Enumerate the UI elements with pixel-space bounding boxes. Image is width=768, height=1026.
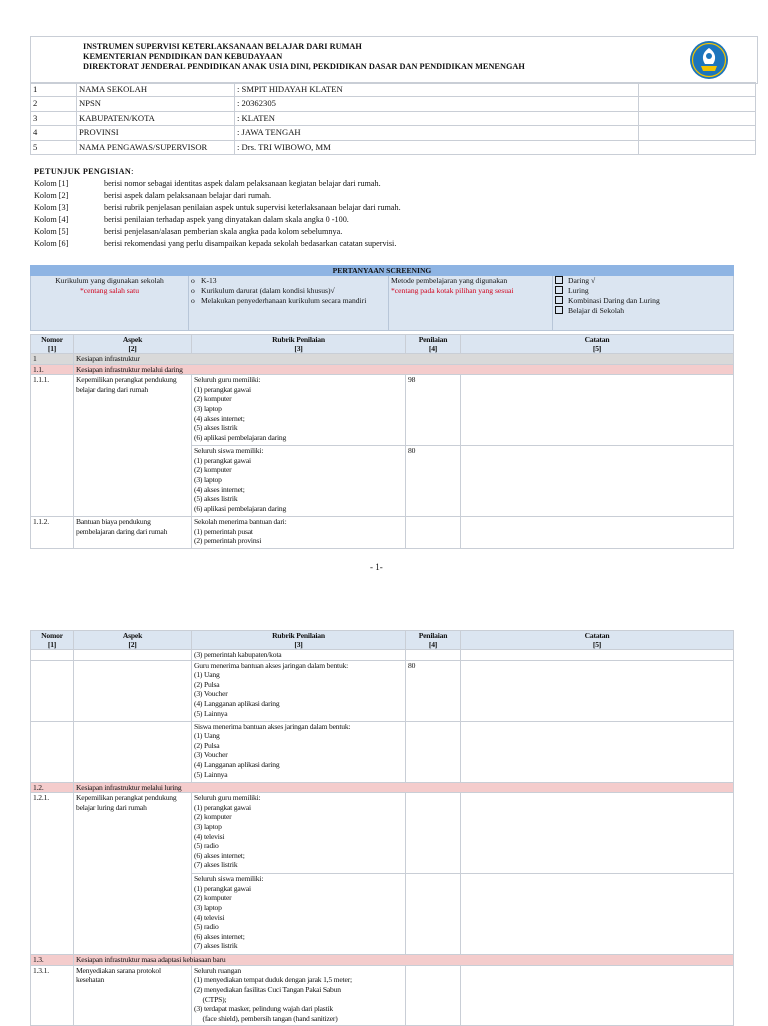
rubric-line: Siswa menerima bantuan akses jaringan dalam bentuk: [194,721,351,731]
rubric-line: (6) aplikasi pembelajaran daring [194,503,287,513]
score-cell[interactable] [406,874,461,955]
identity-no: 1 [31,83,77,97]
rubric-line: (3) laptop [194,403,222,413]
identity-value: : JAWA TENGAH [235,126,639,140]
table-row [31,650,734,661]
identity-value: : 20362305 [235,97,639,111]
identity-value: : Drs. TRI WIBOWO, MM [235,140,639,154]
instruction-row: Kolom [5] berisi penjelasan/alasan pemberian skala angka pada kolom sebelumnya. [34,227,343,236]
rubric-line: (6) akses internet; [194,931,245,941]
column-header-row: Nomor [1] Aspek [2] Rubrik Penilaian [3] Penilaian [4] Catatan [5] [31,335,734,354]
column-header-row: Nomor [1] Aspek [2] Rubrik Penilaian [3] Penilaian [4] Catatan [5] [31,631,734,650]
notes-cell[interactable] [461,965,734,1025]
checkbox-icon [555,276,563,284]
rubric-line: (3) Voucher [194,750,228,760]
kurikulum-question: Kurikulum yang digunakan sekolah *centang salah satu [31,276,189,331]
rubric-line: (2) Pulsa [194,679,220,689]
rubric-line: (3) terdapat masker, pelindung wajah dari plastik [194,1004,333,1014]
rubric-cell [192,660,406,721]
supervision-table-page2 [30,630,734,1026]
checkbox-icon [555,286,563,294]
instruction-row: Kolom [3] berisi rubrik penjelasan penilaian aspek untuk supervisi keterlaksanaan belajar dari rumah. [34,203,401,212]
rubric-cell [192,965,406,1025]
notes-cell[interactable] [461,721,734,782]
rubric-line: Seluruh guru memiliki: [194,793,261,803]
identity-row [31,97,756,111]
score-cell[interactable] [406,793,461,874]
score-cell[interactable] [406,965,461,1025]
rubric-line: (2) menyediakan fasilitas Cuci Tangan Pakai Sabun [194,984,341,994]
rubric-line: (3) laptop [194,902,222,912]
rubric-line: (2) komputer [194,812,232,822]
rubric-cell [192,793,406,874]
rubric-line: (face shield), pembersih tangan (hand sanitizer) [194,1013,338,1023]
instructions: PETUNJUK PENGISIAN: Kolom [1] berisi nomor sebagai identitas aspek dalam pelaksanaan kegiatan belajar dari rumah. Kolom [2] berisi aspek dalam pelaksanaan belajar dari rumah. Kolom [3] berisi rubrik penjelasan penilaian aspek untuk supervisi keterlaksanaan belajar dari rumah. Kolom [4] berisi penilaian terhadap aspek yang dinyatakan dalam skala angka 0 -100. Kolom [5] berisi penjelasan/alasan pemberian skala angka pada kolom sebelumnya. Kolom [6] berisi rekomendasi yang perlu disampaikan kepada sekolah bedasarkan catatan supervisi. [34,167,401,248]
rubric-line: (2) komputer [194,465,232,475]
rubric-cell [192,375,406,446]
rubric-line: (7) akses listrik [194,941,238,951]
rubric-cell [192,721,406,782]
rubric-line: (3) Voucher [194,689,228,699]
notes-cell[interactable] [461,446,734,517]
table-row: 1.3.1. Menyediakan sarana protokol kesehatan Seluruh ruangan (1) menyediakan tempat duduk dengan jarak 1,5 meter; (2) menyediakan fasilitas Cuci Tangan Pakai Sabun (CTPS); (3) terdapat masker, pelindung wajah dari plastik (face shield), pembersih tangan (hand sanitizer) [31,965,734,1025]
section-row: 1 Kesiapan infrastruktur [31,354,734,365]
identity-label: PROVINSI [77,126,235,140]
header-directorate: DIREKTORAT JENDERAL PENDIDIKAN ANAK USIA DINI, PEKDIDIKAN DASAR DAN PENDIDIKAN MENENGAH [83,62,525,71]
rubric-line: (1) perangkat gawai [194,384,251,394]
rubric-line: (3) laptop [194,474,222,484]
metode-question: Metode pembelajaran yang digunakan *centang pada kotak pilihan yang sesuai [389,276,553,331]
identity-label: NPSN [77,97,235,111]
kurikulum-option[interactable]: o Kurikulum darurat (dalam kondisi khusus)√ [191,286,335,295]
rubric-line: (5) radio [194,922,219,932]
rubric-line: (CTPS); [194,994,227,1004]
metode-checkbox[interactable]: Kombinasi Daring dan Luring [555,296,731,306]
identity-row [31,111,756,125]
notes-cell[interactable] [461,793,734,874]
kurikulum-option[interactable]: o Melakukan penyederhanaan kurikulum secara mandiri [191,296,367,305]
page-number: - 1- [370,562,383,572]
header-ministry: KEMENTERIAN PENDIDIKAN DAN KEBUDAYAAN [83,52,283,61]
table-row [31,721,734,782]
document-header [30,36,758,84]
identity-value: : SMPIT HIDAYAH KLATEN [235,83,639,97]
identity-label: NAMA SEKOLAH [77,83,235,97]
score-cell[interactable] [406,517,461,549]
rubric-line: Seluruh ruangan [194,965,241,975]
score-cell[interactable]: 80 [406,660,461,721]
table-row: 1.1.2. Bantuan biaya pendukung pembelajaran daring dari rumah Sekolah menerima bantuan dari: (1) pemerintah pusat (2) pemerintah provinsi [31,517,734,549]
rubric-line: Seluruh guru memiliki: [194,375,261,385]
notes-cell[interactable] [461,874,734,955]
identity-value: : KLATEN [235,111,639,125]
rubric-line: (1) menyediakan tempat duduk dengan jarak 1,5 meter; [194,975,352,985]
subsection-row: 1.2. Kesiapan infrastruktur melalui luring [31,782,734,793]
rubric-line: (1) Uang [194,670,220,680]
metode-checkbox[interactable]: Luring [555,286,731,296]
kurikulum-option[interactable]: o K-13 [191,276,217,285]
rubric-line: (3) laptop [194,821,222,831]
rubric-line: (1) pemerintah pusat [194,526,253,536]
rubric-line: (1) perangkat gawai [194,455,251,465]
identity-table [30,82,756,155]
checkbox-icon [555,296,563,304]
rubric-line: Seluruh siswa memiliki: [194,446,264,456]
subsection-row: 1.3. Kesiapan infrastruktur masa adaptasi kebiasaan baru [31,955,734,966]
identity-row [31,83,756,97]
rubric-line: (4) Langganan aplikasi daring [194,698,280,708]
rubric-line: (4) Langganan aplikasi daring [194,759,280,769]
identity-row [31,126,756,140]
rubric-line: (5) akses listrik [194,494,238,504]
rubric-line: (2) komputer [194,893,232,903]
instruction-row: Kolom [6] berisi rekomendasi yang perlu disampaikan kepada sekolah bedasarkan catatan supervisi. [34,239,397,248]
metode-options [553,276,734,331]
rubric-line: (4) akses internet; [194,413,245,423]
identity-no: 3 [31,111,77,125]
rubric-line: (1) Uang [194,731,220,741]
rubric-cell [192,874,406,955]
rubric-cell [192,650,406,661]
rubric-line: (5) Lainnya [194,769,228,779]
rubric-line: (4) akses internet; [194,484,245,494]
tut-wuri-handayani-logo-icon [689,40,729,80]
identity-row [31,140,756,154]
metode-checkbox[interactable]: Belajar di Sekolah [555,306,731,316]
instruction-row: Kolom [1] berisi nomor sebagai identitas aspek dalam pelaksanaan kegiatan belajar dari rumah. [34,179,381,188]
table-row [31,660,734,721]
kurikulum-options [189,276,389,331]
rubric-line: (6) aplikasi pembelajaran daring [194,432,287,442]
rubric-line: (1) perangkat gawai [194,883,251,893]
rubric-line: (5) akses listrik [194,423,238,433]
subsection-row: 1.1. Kesiapan infrastruktur melalui daring [31,364,734,375]
score-cell[interactable] [406,721,461,782]
identity-label: KABUPATEN/KOTA [77,111,235,125]
rubric-line: Sekolah menerima bantuan dari: [194,517,287,527]
metode-checkbox[interactable]: Daring √ [555,276,731,286]
screening-table [30,265,734,331]
rubric-line: (6) akses internet; [194,850,245,860]
instruction-row: Kolom [2] berisi aspek dalam pelaksanaan belajar dari rumah. [34,191,272,200]
instructions-title: PETUNJUK PENGISIAN [34,167,132,176]
identity-no: 2 [31,97,77,111]
instruction-row: Kolom [4] berisi penilaian terhadap aspek yang dinyatakan dalam skala angka 0 -100. [34,215,349,224]
notes-cell[interactable] [461,375,734,446]
rubric-line: (4) televisi [194,831,225,841]
rubric-line: (5) Lainnya [194,708,228,718]
rubric-cell [192,517,406,549]
rubric-line: Seluruh siswa memiliki: [194,874,264,884]
identity-no: 4 [31,126,77,140]
notes-cell[interactable] [461,517,734,549]
table-row: 1.1.1. Kepemilikan perangkat pendukung belajar daring dari rumah Seluruh guru memiliki: (1) perangkat gawai (2) komputer (3) laptop (4) akses internet; (5) akses listrik (6) aplikasi pembelajaran daring 98 [31,375,734,446]
header-title: INSTRUMEN SUPERVISI KETERLAKSANAAN BELAJAR DARI RUMAH [83,42,362,51]
rubric-line: (2) komputer [194,394,232,404]
rubric-cell [192,446,406,517]
checkbox-icon [555,306,563,314]
notes-cell[interactable] [461,660,734,721]
rubric-line: (3) pemerintah kabupaten/kota [194,650,282,659]
rubric-line: (2) Pulsa [194,740,220,750]
score-cell[interactable]: 80 [406,446,461,517]
table-row: 1.2.1. Kepemilikan perangkat pendukung belajar luring dari rumah Seluruh guru memiliki: (1) perangkat gawai (2) komputer (3) laptop (4) televisi (5) radio (6) akses internet; (7) akses listrik [31,793,734,874]
rubric-line: (7) akses listrik [194,860,238,870]
score-cell[interactable]: 98 [406,375,461,446]
rubric-line: (4) televisi [194,912,225,922]
rubric-line: (1) perangkat gawai [194,802,251,812]
identity-no: 5 [31,140,77,154]
screening-title: PERTANYAAN SCREENING [31,266,734,276]
identity-label: NAMA PENGAWAS/SUPERVISOR [77,140,235,154]
rubric-line: (2) pemerintah provinsi [194,536,262,546]
supervision-table-page1 [30,334,734,549]
rubric-line: (5) radio [194,841,219,851]
rubric-line: Guru menerima bantuan akses jaringan dalam bentuk: [194,660,349,670]
